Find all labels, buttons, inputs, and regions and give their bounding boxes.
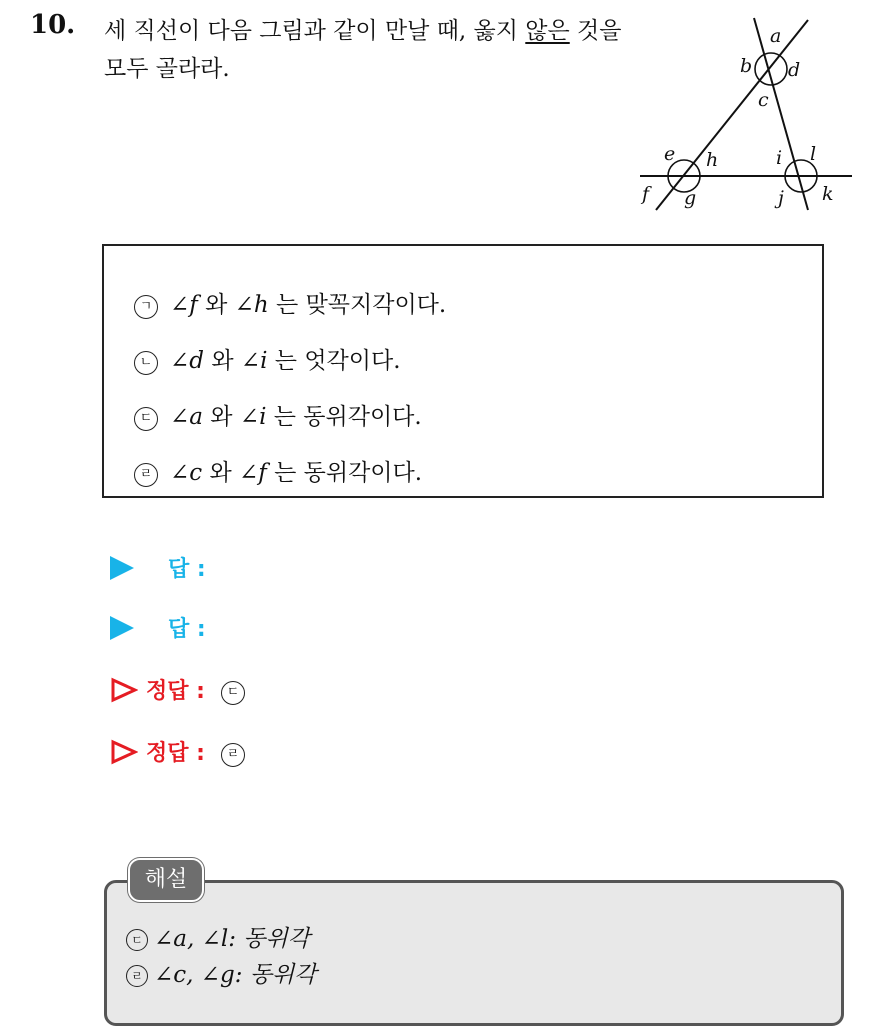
label-g: g: [684, 187, 697, 209]
choice-angle: ∠i: [239, 404, 267, 430]
label-i: i: [776, 147, 783, 169]
correct-answer-row: [110, 674, 245, 705]
choice-item: [134, 286, 446, 319]
choice-angle: ∠d: [170, 348, 204, 374]
label-h: h: [706, 149, 719, 171]
solution-marker: ㄹ: [126, 965, 148, 987]
solution-line: [126, 920, 310, 953]
label-b: b: [740, 55, 753, 77]
correct-answer-label: 정답 :: [146, 741, 205, 766]
choices-box: [102, 244, 824, 498]
label-a: a: [770, 25, 782, 47]
label-l: l: [810, 143, 817, 165]
choice-text: 는 동위각이다.: [273, 404, 422, 430]
label-j: j: [778, 187, 784, 209]
label-c: c: [758, 89, 769, 111]
question-number: 10.: [30, 10, 76, 40]
choice-angle: ∠a: [170, 404, 203, 430]
choice-text: 는 맞꼭지각이다.: [276, 292, 447, 318]
choice-marker: ㄹ: [134, 463, 158, 487]
question-text: [104, 12, 624, 88]
choice-text: 는 엇각이다.: [274, 348, 401, 374]
choice-text: 는 동위각이다.: [274, 460, 423, 486]
solution-line: [126, 956, 316, 989]
correct-answer-value: ㄷ: [221, 681, 245, 705]
solution-tag: 해설: [128, 858, 204, 902]
solution-body: ∠a, ∠l: 동위각: [154, 926, 310, 952]
choice-marker: ㄴ: [134, 351, 158, 375]
three-lines-figure: [636, 14, 868, 214]
choice-conj: 와: [209, 460, 232, 486]
choice-item: [134, 454, 422, 487]
choice-angle: ∠h: [234, 292, 269, 318]
correct-answer-value: ㄹ: [221, 743, 245, 767]
outline-triangle-icon: [110, 677, 138, 703]
label-e: e: [664, 143, 676, 165]
question-text-part2: 것을 모두 골라라.: [104, 18, 622, 82]
solution-box: [104, 880, 844, 1026]
choice-angle: ∠c: [170, 460, 203, 486]
label-d: d: [788, 59, 801, 81]
solution-marker: ㄷ: [126, 929, 148, 951]
play-triangle-icon: [110, 616, 134, 640]
correct-answer-row: [110, 736, 245, 767]
choice-marker: ㄱ: [134, 295, 158, 319]
choice-marker: ㄷ: [134, 407, 158, 431]
answer-label: 답 :: [168, 557, 206, 582]
outline-triangle-icon: [110, 739, 138, 765]
label-k: k: [822, 183, 834, 205]
question-text-part1: 세 직선이 다음 그림과 같이 만날 때, 옳지: [104, 18, 526, 44]
choice-angle: ∠f: [170, 292, 198, 318]
answer-row: [110, 552, 206, 583]
label-f: f: [642, 183, 650, 205]
choice-conj: 와: [210, 404, 233, 430]
correct-answer-label: 정답 :: [146, 679, 205, 704]
choice-conj: 와: [211, 348, 234, 374]
question-text-underlined: 않은: [525, 18, 570, 44]
choice-item: [134, 342, 401, 375]
choice-angle: ∠i: [240, 348, 268, 374]
choice-item: [134, 398, 422, 431]
answer-label: 답 :: [168, 617, 206, 642]
solution-body: ∠c, ∠g: 동위각: [154, 962, 317, 988]
choice-angle: ∠f: [239, 460, 267, 486]
play-triangle-icon: [110, 556, 134, 580]
choice-conj: 와: [205, 292, 228, 318]
answer-row: [110, 612, 206, 643]
